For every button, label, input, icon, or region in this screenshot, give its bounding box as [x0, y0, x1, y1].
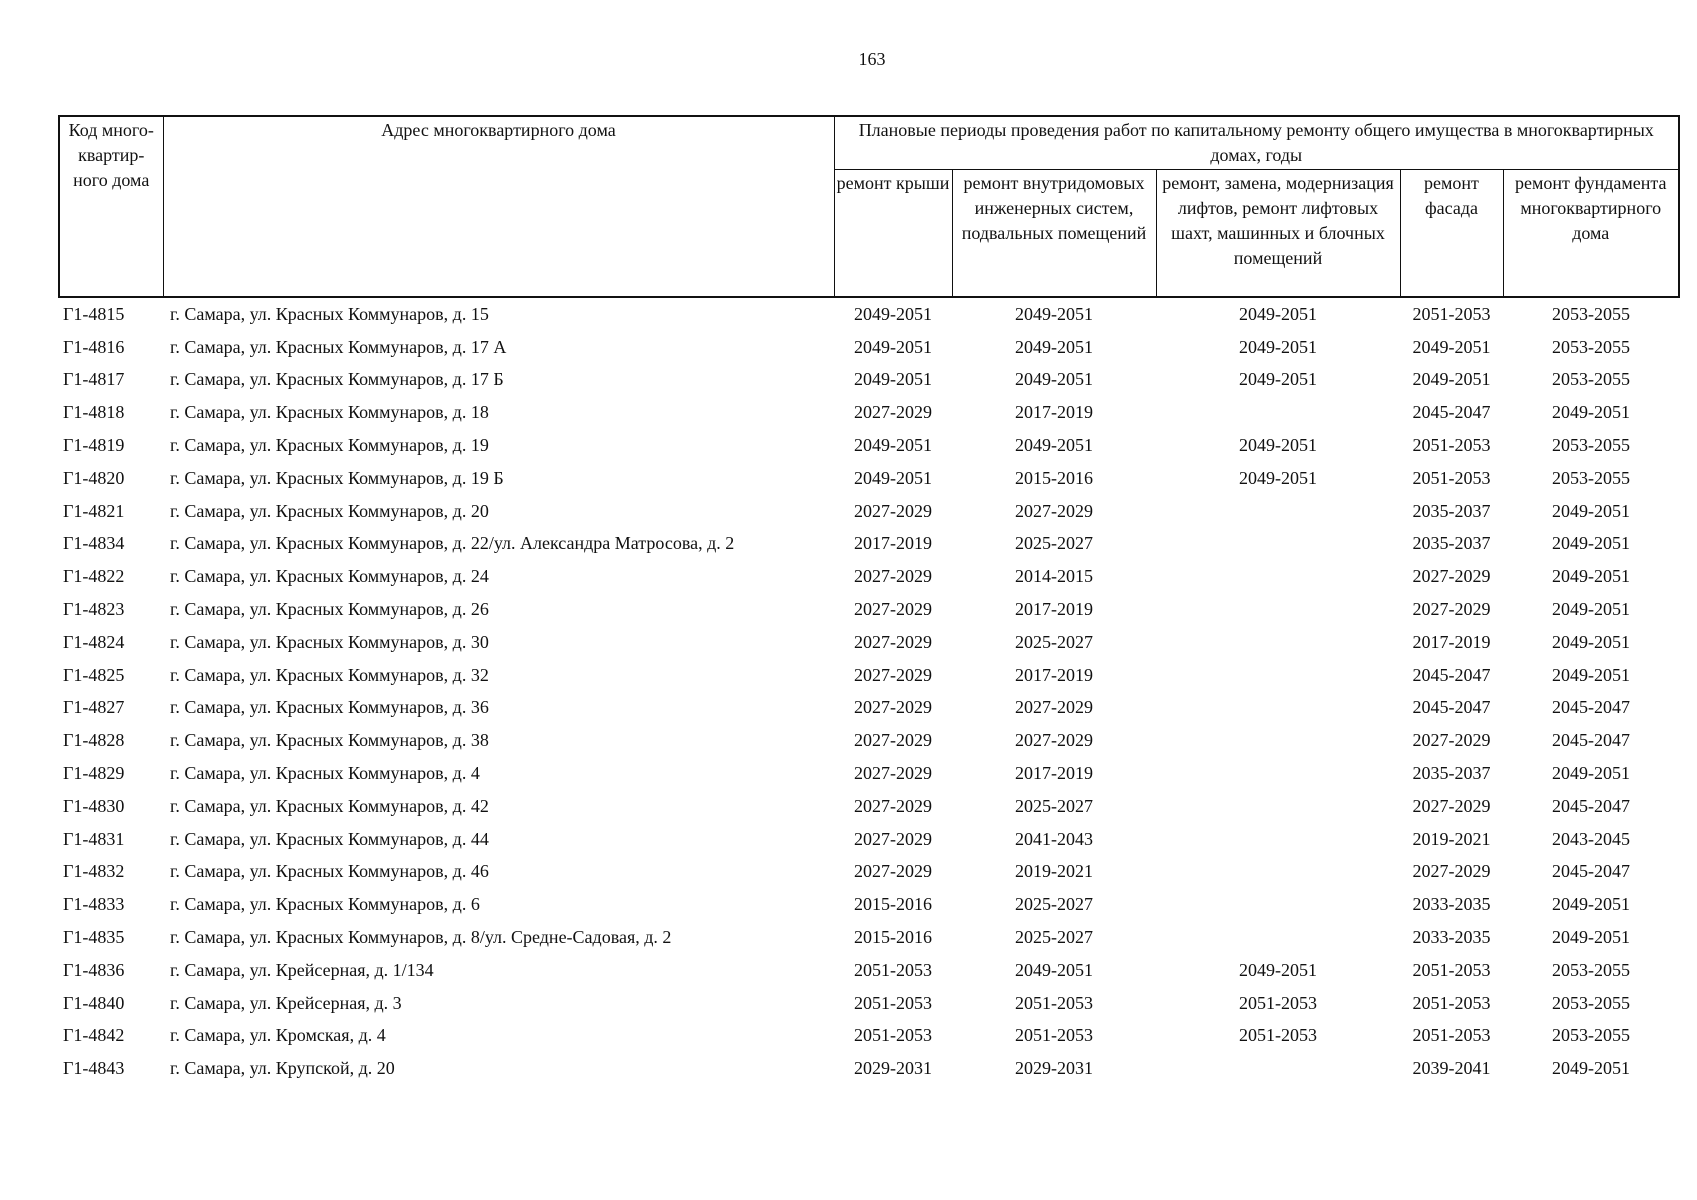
cell-address: г. Самара, ул. Красных Коммунаров, д. 4	[170, 763, 480, 784]
cell-roof-period: 2027-2029	[854, 599, 932, 620]
cell-facade-period: 2051-2053	[1412, 959, 1491, 980]
cell-house-code: Г1-4829	[63, 763, 125, 784]
cell-house-code: Г1-4843	[63, 1058, 125, 1079]
cell-engineering-period: 2049-2051	[1015, 303, 1093, 324]
cell-foundation-period: 2049-2051	[1552, 894, 1630, 915]
cell-address: г. Самара, ул. Красных Коммунаров, д. 32	[170, 664, 489, 685]
cell-facade-period: 2039-2041	[1412, 1058, 1491, 1079]
header-lift-repair: ремонт, замена, модернизация лифтов, ремонт лифтовых шахт, машинных и блочных помещений	[1156, 169, 1400, 297]
cell-house-code: Г1-4840	[63, 992, 125, 1013]
cell-house-code: Г1-4831	[63, 828, 125, 849]
cell-facade-period: 2051-2053	[1412, 435, 1491, 456]
cell-address: г. Самара, ул. Красных Коммунаров, д. 18	[170, 402, 489, 423]
cell-foundation-period: 2049-2051	[1552, 927, 1630, 948]
cell-address: г. Самара, ул. Красных Коммунаров, д. 42	[170, 795, 489, 816]
cell-roof-period: 2027-2029	[854, 402, 932, 423]
cell-foundation-period: 2049-2051	[1552, 1058, 1630, 1079]
cell-facade-period: 2049-2051	[1412, 369, 1491, 390]
table-row	[59, 790, 1679, 823]
cell-house-code: Г1-4834	[63, 533, 125, 554]
cell-foundation-period: 2053-2055	[1552, 959, 1630, 980]
cell-engineering-period: 2029-2031	[1015, 1058, 1093, 1079]
header-house-code: Код много-квартир-ного дома	[59, 116, 163, 297]
cell-foundation-period: 2045-2047	[1552, 795, 1630, 816]
table-row	[59, 528, 1679, 561]
cell-house-code: Г1-4833	[63, 894, 125, 915]
cell-facade-period: 2051-2053	[1412, 303, 1491, 324]
cell-lifts-period: 2049-2051	[1239, 467, 1317, 488]
cell-lifts-period	[1156, 921, 1400, 954]
cell-facade-period: 2035-2037	[1412, 500, 1491, 521]
cell-lifts-period	[1156, 659, 1400, 692]
cell-facade-period: 2027-2029	[1412, 566, 1491, 587]
cell-lifts-period	[1156, 790, 1400, 823]
cell-house-code: Г1-4816	[63, 336, 125, 357]
cell-engineering-period: 2025-2027	[1015, 894, 1093, 915]
cell-roof-period: 2027-2029	[854, 500, 932, 521]
cell-facade-period: 2051-2053	[1412, 467, 1491, 488]
cell-lifts-period	[1156, 1052, 1400, 1085]
cell-address: г. Самара, ул. Красных Коммунаров, д. 20	[170, 500, 489, 521]
cell-roof-period: 2027-2029	[854, 566, 932, 587]
cell-roof-period: 2051-2053	[854, 959, 932, 980]
capital-repair-schedule-table	[58, 115, 1680, 1085]
cell-foundation-period: 2045-2047	[1552, 730, 1630, 751]
cell-address: г. Самара, ул. Красных Коммунаров, д. 17 Б	[170, 369, 504, 390]
cell-house-code: Г1-4832	[63, 861, 125, 882]
cell-engineering-period: 2025-2027	[1015, 533, 1093, 554]
cell-address: г. Самара, ул. Красных Коммунаров, д. 38	[170, 730, 489, 751]
cell-foundation-period: 2053-2055	[1552, 369, 1630, 390]
cell-engineering-period: 2049-2051	[1015, 336, 1093, 357]
cell-engineering-period: 2027-2029	[1015, 697, 1093, 718]
cell-address: г. Самара, ул. Красных Коммунаров, д. 36	[170, 697, 489, 718]
cell-roof-period: 2049-2051	[854, 303, 932, 324]
cell-lifts-period	[1156, 560, 1400, 593]
cell-facade-period: 2049-2051	[1412, 336, 1491, 357]
cell-foundation-period: 2049-2051	[1552, 402, 1630, 423]
table-row	[59, 692, 1679, 725]
cell-facade-period: 2017-2019	[1412, 631, 1491, 652]
cell-foundation-period: 2043-2045	[1552, 828, 1630, 849]
cell-roof-period: 2049-2051	[854, 336, 932, 357]
cell-engineering-period: 2027-2029	[1015, 730, 1093, 751]
cell-lifts-period: 2049-2051	[1239, 369, 1317, 390]
cell-roof-period: 2027-2029	[854, 730, 932, 751]
cell-facade-period: 2027-2029	[1412, 861, 1491, 882]
cell-house-code: Г1-4823	[63, 599, 125, 620]
cell-roof-period: 2027-2029	[854, 763, 932, 784]
cell-foundation-period: 2049-2051	[1552, 533, 1630, 554]
cell-engineering-period: 2017-2019	[1015, 763, 1093, 784]
cell-roof-period: 2049-2051	[854, 369, 932, 390]
cell-roof-period: 2029-2031	[854, 1058, 932, 1079]
table-row	[59, 297, 1679, 331]
table-row	[59, 1020, 1679, 1053]
cell-house-code: Г1-4815	[63, 303, 125, 324]
cell-house-code: Г1-4825	[63, 664, 125, 685]
cell-roof-period: 2027-2029	[854, 828, 932, 849]
cell-roof-period: 2027-2029	[854, 795, 932, 816]
cell-address: г. Самара, ул. Красных Коммунаров, д. 17 А	[170, 336, 507, 357]
cell-house-code: Г1-4820	[63, 467, 125, 488]
cell-foundation-period: 2053-2055	[1552, 435, 1630, 456]
cell-roof-period: 2017-2019	[854, 533, 932, 554]
table-row	[59, 626, 1679, 659]
cell-address: г. Самара, ул. Красных Коммунаров, д. 24	[170, 566, 489, 587]
cell-house-code: Г1-4817	[63, 369, 125, 390]
cell-address: г. Самара, ул. Крейсерная, д. 3	[170, 992, 402, 1013]
cell-foundation-period: 2053-2055	[1552, 1025, 1630, 1046]
cell-roof-period: 2027-2029	[854, 631, 932, 652]
table-row	[59, 593, 1679, 626]
table-row	[59, 888, 1679, 921]
cell-house-code: Г1-4824	[63, 631, 125, 652]
cell-lifts-period	[1156, 396, 1400, 429]
cell-address: г. Самара, ул. Красных Коммунаров, д. 22/ул. Александра Матросова, д. 2	[170, 533, 735, 554]
cell-engineering-period: 2015-2016	[1015, 467, 1093, 488]
cell-roof-period: 2027-2029	[854, 664, 932, 685]
cell-roof-period: 2027-2029	[854, 861, 932, 882]
cell-lifts-period	[1156, 528, 1400, 561]
cell-lifts-period	[1156, 888, 1400, 921]
cell-foundation-period: 2049-2051	[1552, 500, 1630, 521]
cell-lifts-period	[1156, 593, 1400, 626]
cell-lifts-period	[1156, 626, 1400, 659]
cell-lifts-period: 2049-2051	[1239, 336, 1317, 357]
cell-engineering-period: 2025-2027	[1015, 927, 1093, 948]
cell-engineering-period: 2019-2021	[1015, 861, 1093, 882]
cell-address: г. Самара, ул. Красных Коммунаров, д. 44	[170, 828, 489, 849]
cell-facade-period: 2045-2047	[1412, 402, 1491, 423]
cell-roof-period: 2015-2016	[854, 927, 932, 948]
cell-lifts-period: 2051-2053	[1239, 1025, 1317, 1046]
cell-facade-period: 2033-2035	[1412, 927, 1491, 948]
cell-foundation-period: 2049-2051	[1552, 664, 1630, 685]
cell-facade-period: 2027-2029	[1412, 795, 1491, 816]
cell-roof-period: 2015-2016	[854, 894, 932, 915]
cell-address: г. Самара, ул. Крейсерная, д. 1/134	[170, 959, 434, 980]
cell-house-code: Г1-4821	[63, 500, 125, 521]
cell-foundation-period: 2053-2055	[1552, 467, 1630, 488]
cell-facade-period: 2045-2047	[1412, 697, 1491, 718]
cell-lifts-period	[1156, 692, 1400, 725]
cell-foundation-period: 2049-2051	[1552, 763, 1630, 784]
cell-facade-period: 2035-2037	[1412, 763, 1491, 784]
header-planned-periods	[834, 116, 1679, 169]
cell-foundation-period: 2045-2047	[1552, 697, 1630, 718]
cell-house-code: Г1-4835	[63, 927, 125, 948]
cell-roof-period: 2051-2053	[854, 1025, 932, 1046]
cell-facade-period: 2051-2053	[1412, 992, 1491, 1013]
cell-roof-period: 2049-2051	[854, 467, 932, 488]
cell-facade-period: 2019-2021	[1412, 828, 1491, 849]
cell-lifts-period	[1156, 856, 1400, 889]
cell-lifts-period	[1156, 724, 1400, 757]
cell-address: г. Самара, ул. Красных Коммунаров, д. 46	[170, 861, 489, 882]
cell-lifts-period: 2049-2051	[1239, 303, 1317, 324]
cell-engineering-period: 2017-2019	[1015, 402, 1093, 423]
cell-house-code: Г1-4822	[63, 566, 125, 587]
cell-house-code: Г1-4830	[63, 795, 125, 816]
cell-engineering-period: 2025-2027	[1015, 795, 1093, 816]
cell-house-code: Г1-4818	[63, 402, 125, 423]
cell-address: г. Самара, ул. Красных Коммунаров, д. 30	[170, 631, 489, 652]
header-planned-periods-text: Плановые периоды проведения работ по капитальному ремонту общего имущества в многоквартирных домах, годы	[858, 120, 1654, 165]
table-row	[59, 396, 1679, 429]
cell-address: г. Самара, ул. Красных Коммунаров, д. 26	[170, 599, 489, 620]
table-row	[59, 462, 1679, 495]
table-row	[59, 954, 1679, 987]
cell-roof-period: 2049-2051	[854, 435, 932, 456]
table-row	[59, 364, 1679, 397]
cell-roof-period: 2027-2029	[854, 697, 932, 718]
cell-engineering-period: 2051-2053	[1015, 992, 1093, 1013]
table-row	[59, 757, 1679, 790]
cell-foundation-period: 2049-2051	[1552, 631, 1630, 652]
cell-facade-period: 2045-2047	[1412, 664, 1491, 685]
cell-address: г. Самара, ул. Красных Коммунаров, д. 15	[170, 303, 489, 324]
table-row	[59, 987, 1679, 1020]
table-row	[59, 823, 1679, 856]
cell-address: г. Самара, ул. Красных Коммунаров, д. 8/ул. Средне-Садовая, д. 2	[170, 927, 672, 948]
cell-foundation-period: 2045-2047	[1552, 861, 1630, 882]
cell-house-code: Г1-4827	[63, 697, 125, 718]
table-row	[59, 724, 1679, 757]
cell-lifts-period	[1156, 757, 1400, 790]
table-row	[59, 659, 1679, 692]
header-foundation-repair: ремонт фундамента многоквартирного дома	[1503, 169, 1679, 297]
cell-engineering-period: 2049-2051	[1015, 959, 1093, 980]
cell-address: г. Самара, ул. Красных Коммунаров, д. 19 Б	[170, 467, 504, 488]
cell-foundation-period: 2049-2051	[1552, 566, 1630, 587]
cell-facade-period: 2027-2029	[1412, 730, 1491, 751]
cell-facade-period: 2051-2053	[1412, 1025, 1491, 1046]
cell-address: г. Самара, ул. Красных Коммунаров, д. 6	[170, 894, 480, 915]
cell-lifts-period: 2049-2051	[1239, 959, 1317, 980]
cell-facade-period: 2035-2037	[1412, 533, 1491, 554]
cell-engineering-period: 2025-2027	[1015, 631, 1093, 652]
cell-foundation-period: 2049-2051	[1552, 599, 1630, 620]
cell-address: г. Самара, ул. Кромская, д. 4	[170, 1025, 386, 1046]
cell-engineering-period: 2049-2051	[1015, 435, 1093, 456]
cell-address: г. Самара, ул. Крупской, д. 20	[170, 1058, 395, 1079]
cell-lifts-period: 2049-2051	[1239, 435, 1317, 456]
table-row	[59, 495, 1679, 528]
table-row	[59, 560, 1679, 593]
cell-engineering-period: 2051-2053	[1015, 1025, 1093, 1046]
table-row	[59, 921, 1679, 954]
cell-address: г. Самара, ул. Красных Коммунаров, д. 19	[170, 435, 489, 456]
header-address: Адрес многоквартирного дома	[163, 116, 834, 297]
cell-engineering-period: 2041-2043	[1015, 828, 1093, 849]
cell-house-code: Г1-4842	[63, 1025, 125, 1046]
table-row	[59, 856, 1679, 889]
cell-house-code: Г1-4828	[63, 730, 125, 751]
table-header	[59, 116, 1679, 297]
header-engineering-repair: ремонт внутридомовых инженерных систем, подвальных помещений	[952, 169, 1156, 297]
cell-engineering-period: 2027-2029	[1015, 500, 1093, 521]
cell-foundation-period: 2053-2055	[1552, 336, 1630, 357]
cell-lifts-period	[1156, 495, 1400, 528]
cell-foundation-period: 2053-2055	[1552, 303, 1630, 324]
cell-engineering-period: 2049-2051	[1015, 369, 1093, 390]
cell-facade-period: 2033-2035	[1412, 894, 1491, 915]
cell-lifts-period: 2051-2053	[1239, 992, 1317, 1013]
header-facade-repair: ремонт фасада	[1400, 169, 1503, 297]
header-roof-repair: ремонт крыши	[834, 169, 952, 297]
cell-foundation-period: 2053-2055	[1552, 992, 1630, 1013]
page-number: 163	[858, 49, 886, 69]
table-body	[59, 297, 1679, 1085]
cell-engineering-period: 2017-2019	[1015, 664, 1093, 685]
table-row	[59, 331, 1679, 364]
cell-house-code: Г1-4819	[63, 435, 125, 456]
cell-engineering-period: 2014-2015	[1015, 566, 1093, 587]
cell-lifts-period	[1156, 823, 1400, 856]
cell-roof-period: 2051-2053	[854, 992, 932, 1013]
cell-house-code: Г1-4836	[63, 959, 125, 980]
table-row	[59, 429, 1679, 462]
cell-facade-period: 2027-2029	[1412, 599, 1491, 620]
cell-engineering-period: 2017-2019	[1015, 599, 1093, 620]
table-row	[59, 1052, 1679, 1085]
